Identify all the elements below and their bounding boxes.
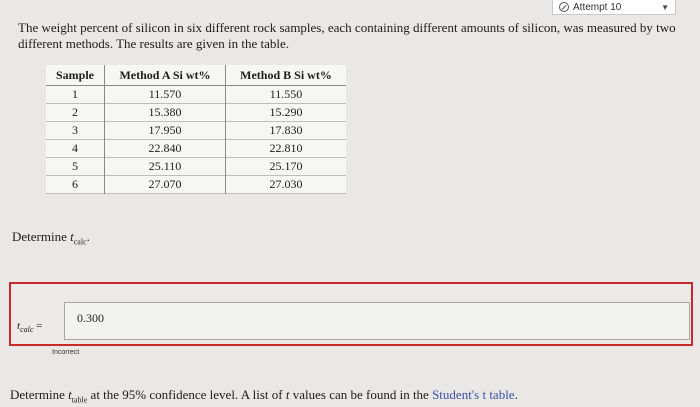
table-row	[46, 86, 346, 104]
cell-method-a: 22.840	[148, 141, 182, 155]
header-method-a: Method A Si wt%	[105, 65, 226, 86]
attempt-label: Attempt 10	[573, 1, 622, 13]
cell-method-a: 11.570	[148, 87, 182, 101]
table-row	[46, 140, 346, 158]
t-calc-answer-input[interactable]: 0.300	[64, 302, 690, 340]
part2-prompt: Determine $t_{table}$ at the 95% confidence level. A list of t values can be found in the Student's t table.	[10, 387, 518, 405]
part1-prompt: Determine $t_{calc}$.	[12, 229, 90, 247]
cell-sample: 4	[46, 140, 105, 158]
chevron-down-icon: ▼	[661, 2, 669, 12]
cell-method-a: 17.950	[148, 123, 182, 137]
cell-method-b: 25.170	[226, 158, 347, 176]
cell-method-b: 15.290	[226, 104, 347, 122]
table-row	[46, 176, 346, 194]
cell-method-a: 27.070	[148, 177, 182, 191]
students-t-table-link[interactable]: Student's t table	[432, 387, 515, 402]
cell-method-b: 17.830	[226, 122, 347, 140]
table-header-row	[46, 65, 346, 86]
silicon-data-table	[46, 65, 346, 194]
cell-sample: 5	[46, 158, 105, 176]
cell-method-b: 22.810	[226, 140, 347, 158]
question-intro: The weight percent of silicon in six different rock samples, each containing different amounts of silicon, was measured by two different methods. The results are given in the table.	[18, 20, 676, 51]
cell-sample: 2	[46, 104, 105, 122]
incorrect-status: Incorrect	[52, 349, 80, 356]
table-row	[46, 122, 346, 140]
header-method-b: Method B Si wt%	[226, 65, 347, 86]
cell-sample: 3	[46, 122, 105, 140]
attempt-selector[interactable]	[552, 0, 676, 15]
header-sample: Sample	[46, 65, 105, 86]
cell-method-a: 15.380	[148, 105, 182, 119]
no-entry-icon	[559, 2, 569, 12]
cell-method-b: 27.030	[226, 176, 347, 194]
table-row	[46, 104, 346, 122]
cell-method-a: 25.110	[148, 159, 182, 173]
cell-sample: 1	[46, 86, 105, 104]
cell-sample: 6	[46, 176, 105, 194]
cell-method-b: 11.550	[226, 86, 347, 104]
table-row	[46, 158, 346, 176]
t-calc-label: $t_{calc}$ =	[17, 320, 43, 335]
